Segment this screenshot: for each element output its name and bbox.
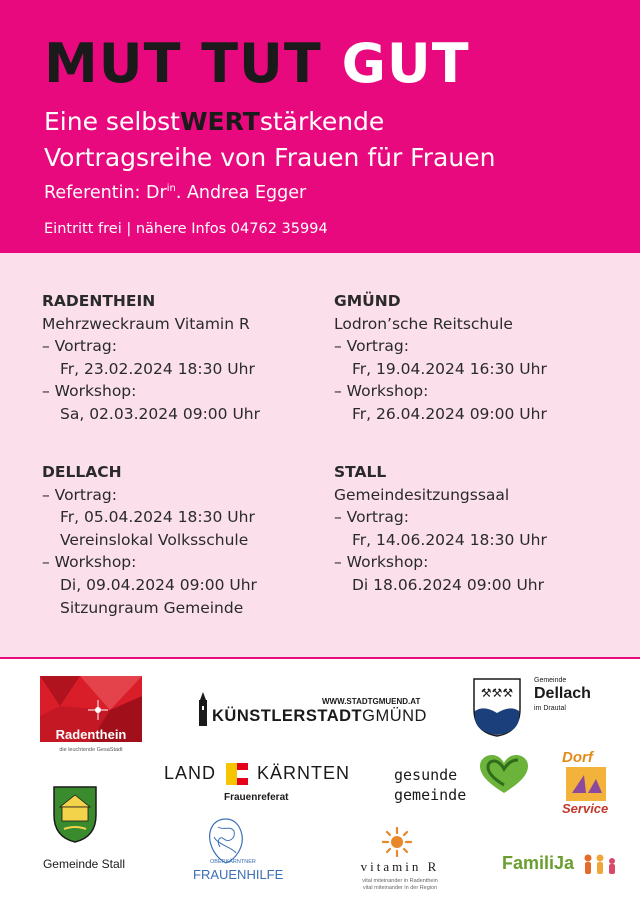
workshop-date: Di 18.06.2024 09:00 Uhr (352, 575, 544, 594)
event-radenthein (42, 290, 332, 426)
kaernten-name: KÄRNTEN (257, 763, 351, 783)
kaernten-logo (164, 763, 354, 811)
family-figures-icon (582, 853, 618, 877)
svg-text:⚒⚒⚒: ⚒⚒⚒ (480, 686, 514, 700)
workshop-date: Fr, 26.04.2024 09:00 Uhr (352, 404, 547, 423)
kaernten-flag-icon (226, 763, 248, 785)
kaernten-sub: Frauenreferat (224, 792, 289, 803)
frauenhilfe-logo (190, 817, 290, 891)
service-text: Service (562, 801, 609, 816)
vortrag-date: Fr, 19.04.2024 16:30 Uhr (352, 359, 547, 378)
event-venue: Mehrzweckraum Vitamin R (42, 314, 250, 333)
gmuend-name-b: GMÜND (362, 707, 427, 725)
vortrag-label: – Vortrag: (42, 337, 117, 356)
workshop-label: – Workshop: (42, 553, 137, 572)
entry-info: Eintritt frei | nähere Infos 04762 35994 (44, 221, 328, 237)
vitamin-name: vitamin R (360, 859, 440, 874)
frauenhilfe-small: OBERKÄRNTNER (210, 859, 256, 865)
radenthein-tagline: die leuchtende GesaStadt (59, 747, 123, 753)
stall-name: Gemeinde Stall (42, 857, 126, 871)
radenthein-name: Radenthein (55, 727, 127, 742)
vortrag-label: – Vortrag: (334, 337, 409, 356)
speaker-sup: in (166, 183, 176, 195)
dorf-text: Dorf (562, 749, 593, 766)
title-part2: GUT (341, 32, 470, 95)
event-city: RADENTHEIN (42, 292, 156, 310)
familija-logo (502, 851, 620, 883)
workshop-label: – Workshop: (42, 382, 137, 401)
gesunde-text (394, 765, 466, 805)
title-part1: MUT TUT (44, 32, 322, 95)
vortrag-date: Fr, 14.06.2024 18:30 Uhr (352, 530, 547, 549)
vitamin-r-logo (340, 827, 460, 897)
dellach-logo (472, 677, 602, 739)
dellach-crest-icon (472, 677, 522, 737)
frauenhilfe-face-icon (204, 817, 248, 865)
subtitle-text-c: stärkende (259, 107, 385, 136)
subtitle-text-a: Eine selbst (44, 107, 180, 136)
workshop-label: – Workshop: (334, 553, 429, 572)
dorfservice-logo (560, 749, 620, 823)
stall-logo (34, 785, 134, 877)
radenthein-logo (40, 676, 142, 759)
heart-icon (478, 755, 530, 795)
workshop-venue: Sitzungraum Gemeinde (60, 598, 244, 617)
gmuend-logo (196, 692, 426, 732)
subtitle-line2: Vortragsreihe von Frauen für Frauen (44, 143, 496, 172)
gmuend-url: WWW.STADTGMUEND.AT (322, 697, 421, 706)
stall-crest-icon (52, 785, 98, 843)
page-title (44, 34, 470, 94)
event-gmuend (334, 290, 624, 426)
sponsor-logos (0, 659, 640, 900)
event-dellach (42, 461, 332, 619)
dellach-sub: im Drautal (534, 705, 566, 712)
speaker (44, 183, 306, 203)
event-city: DELLACH (42, 463, 122, 481)
dellach-name: Dellach (534, 685, 591, 702)
speaker-label: Referentin: Dr (44, 183, 167, 203)
gmuend-name-a: KÜNSTLERSTADT (212, 707, 363, 725)
dorf-house-icon (566, 767, 606, 801)
workshop-date: Di, 09.04.2024 09:00 Uhr (60, 575, 257, 594)
subtitle-emphasis: WERT (179, 107, 260, 136)
event-stall (334, 461, 624, 597)
vortrag-label: – Vortrag: (42, 485, 117, 504)
workshop-date: Sa, 02.03.2024 09:00 Uhr (60, 404, 261, 423)
speaker-name: . Andrea Egger (175, 183, 307, 203)
workshop-label: – Workshop: (334, 382, 429, 401)
vitamin-sub2: vital miteinander in der Region (362, 885, 438, 891)
vortrag-venue: Vereinslokal Volksschule (60, 530, 249, 549)
event-venue: Gemeindesitzungssaal (334, 485, 510, 504)
event-city: GMÜND (334, 292, 401, 310)
sun-icon (380, 827, 414, 857)
header-banner (0, 0, 640, 253)
vitamin-sub1: vital miteinander in Radenthein (362, 878, 438, 884)
gesunde-b: gemeinde (394, 786, 467, 804)
gmuend-name (212, 707, 427, 726)
event-venue: Lodron’sche Reitschule (334, 314, 513, 333)
familija-name: FamiliJa (502, 853, 575, 873)
gesunde-gemeinde-logo (394, 755, 534, 807)
subtitle (44, 104, 495, 176)
event-city: STALL (334, 463, 387, 481)
vortrag-date: Fr, 23.02.2024 18:30 Uhr (60, 359, 255, 378)
vortrag-label: – Vortrag: (334, 508, 409, 527)
vortrag-date: Fr, 05.04.2024 18:30 Uhr (60, 508, 255, 527)
tower-icon (196, 692, 210, 726)
frauenhilfe-name: FRAUENHILFE (193, 867, 284, 882)
kaernten-land: LAND (164, 763, 217, 783)
gesunde-a: gesunde (394, 766, 458, 784)
dellach-small: Gemeinde (534, 677, 567, 684)
